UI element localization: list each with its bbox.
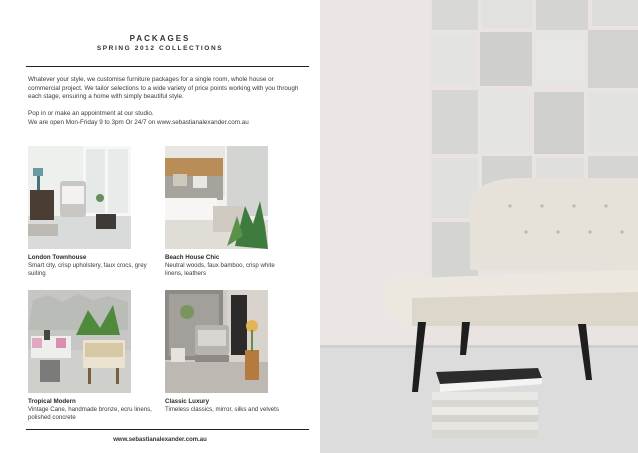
top-divider <box>26 66 309 67</box>
magazine-stack <box>432 368 542 438</box>
footer-url[interactable]: www.sebastianalexander.com.au <box>113 437 207 443</box>
contact-paragraph <box>28 110 300 127</box>
package-description: Vintage Cane, handmade bronze, ecru linens, polished concrete <box>28 406 152 422</box>
package-description: Smart city, crisp upholstery, faux crocs, grey suiting <box>28 262 147 278</box>
contact-line: Pop in or make an appointment at our studio. <box>28 110 154 118</box>
package-name: London Townhouse <box>28 254 87 261</box>
package-name: Classic Luxury <box>165 398 210 405</box>
room-illustration <box>320 0 638 453</box>
page-header <box>0 0 320 64</box>
package-photo <box>28 146 131 249</box>
package-description: Timeless classics, mirror, silks and velvets <box>165 406 279 413</box>
package-photo <box>165 146 268 249</box>
page-title: PACKAGES <box>129 34 191 43</box>
room-photo <box>320 0 638 453</box>
package-name: Tropical Modern <box>28 398 76 405</box>
page-subtitle: SPRING 2012 COLLECTIONS <box>96 45 224 52</box>
package-photo <box>28 290 131 393</box>
intro-paragraph: Whatever your style, we customise furniture packages for a single room, whole house or commercial project. We tailor selections to a wide variety of price points working with you through each stage, ensuring a home with simply beautiful style. <box>28 76 299 101</box>
hours-line: We are open Mon-Friday 9 to 3pm Or 24/7 on www.sebastianalexander.com.au <box>28 118 249 126</box>
package-photo <box>165 290 268 393</box>
package-description: Neutral woods, faux bamboo, crisp white linens, leathers <box>165 262 275 278</box>
bottom-divider <box>26 429 309 430</box>
package-name: Beach House Chic <box>165 254 220 261</box>
intro-text <box>28 76 300 136</box>
